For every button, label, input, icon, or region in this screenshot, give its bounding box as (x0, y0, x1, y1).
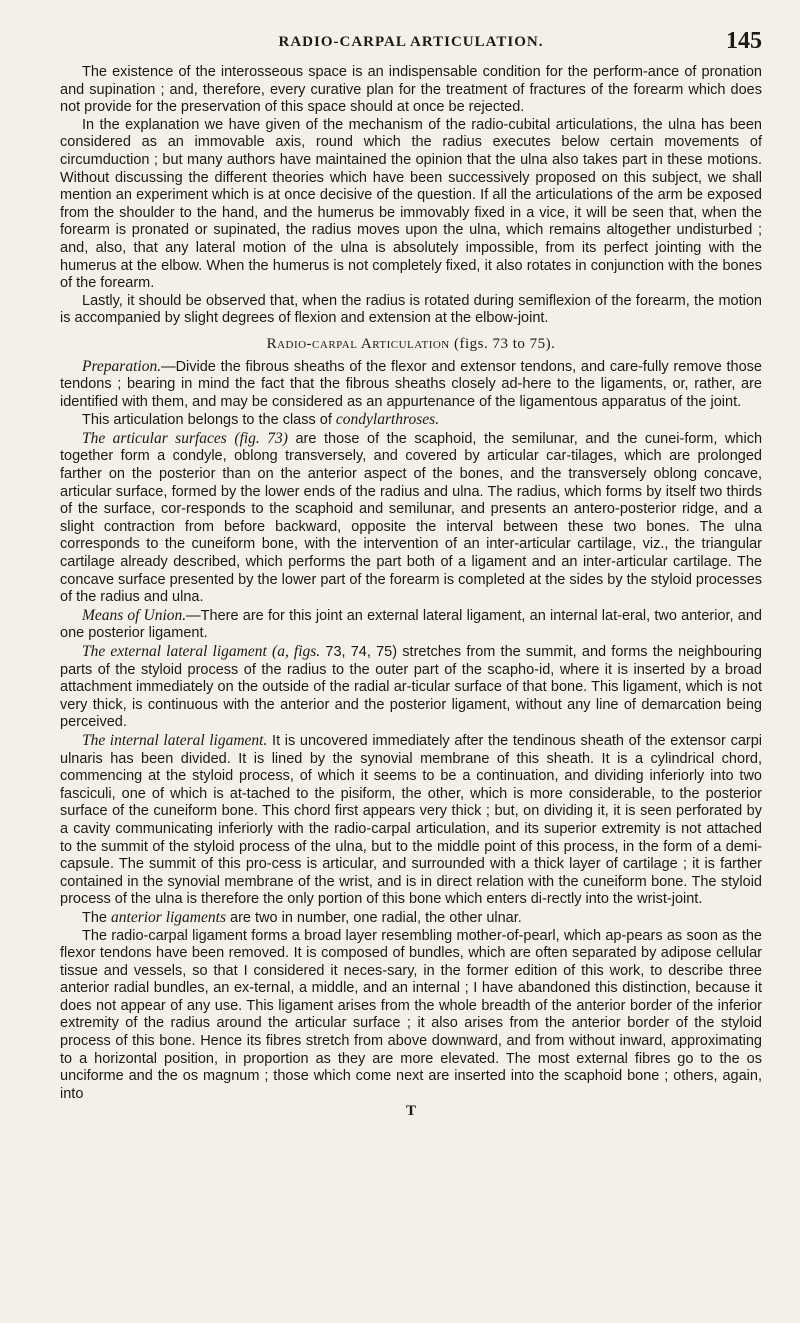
section-heading-figure-ref: (figs. 73 to 75). (454, 335, 556, 352)
internal-lateral-label: The internal lateral ligament. (82, 731, 268, 749)
paragraph-anterior-ligaments (60, 909, 762, 928)
paragraph-radio-carpal-ligament: The radio-carpal ligament forms a broad layer resembling mother-of-pearl, which ap-pears as soon as the flexor tendons have been removed. It is composed of bundles, which are often separated by adipose cellular tissue and vessels, so that I considered it neces-sary, in the former edition of this work, to describe three anterior radial bundles, an ex-ternal, a middle, and an internal ; I have abandoned this distinction, because it does not appear of any use. This ligament arises from the whole breadth of the anterior border of the inferior extremity of the radius around the articular surface ; it also arises from the anterior border of the styloid process of this bone. Hence its fibres stretch from above downward, and from without inward, approximating to a horizontal position, in proportion as they are more elevated. The most external fibres go to the os unciforme and the os magnum ; those which come next are inserted into the scaphoid bone ; others, again, into (60, 927, 762, 1102)
body-text (60, 64, 762, 1103)
paragraph-means-of-union (60, 607, 762, 643)
paragraph-interosseous-space: The existence of the interosseous space is an indispensable condition for the perform-ance of pronation and supination ; and, therefore, every curative plan for the treatment of fractures of the forearm which does not provide for the preservation of this space should at once be rejected. (60, 64, 762, 116)
means-of-union-label: Means of Union. (82, 606, 187, 624)
signature-mark: T (405, 1103, 416, 1120)
paragraph-ulna-axis: In the explanation we have given of the mechanism of the radio-cubital articulations, the ulna has been considered as an immovable axis, round which the radius executes below certain movements of circumduction ; but many authors have maintained the opinion that the ulna also takes part in these motions. Without discussing the different theories which have been successively proposed on this subject, we shall mention an experiment which is at once decisive of the question. If all the articulations of the arm be exposed from the shoulder to the hand, and the humerus be immovably fixed in a vice, it will be seen that, when the forearm is pronated or supinated, the radius moves upon the ulna, which remains altogether undisturbed ; and, also, that any lateral motion of the ulna is absolutely impossible, from its perfect jointing with the humerus at the elbow. When the humerus is not completely fixed, it also rotates in conjunction with the bones of the forearm. (60, 116, 762, 292)
running-title: RADIO-CARPAL ARTICULATION. (278, 34, 544, 50)
paragraph-external-lateral-ligament (60, 643, 762, 732)
paragraph-semiflexion: Lastly, it should be observed that, when the radius is rotated during semiflexion of the forearm, the motion is accompanied by slight degrees of flexion and extension at the elbow-joint. (60, 292, 762, 327)
articular-surfaces-label: The articular surfaces (82, 429, 227, 447)
paragraph-articular-surfaces (60, 430, 762, 607)
section-heading (60, 336, 762, 354)
class-text: This articulation belongs to the class of (82, 412, 336, 429)
anterior-ligaments-text: are two in number, one radial, the other ulnar. (225, 909, 522, 926)
internal-lateral-text: It is uncovered immediately after the tendinous sheath of the extensor carpi ulnaris has been divided. It is lined by the synovial membrane of this sheath. It is a cylindrical chord, commencing at the styloid process, of which it seems to be a continuation, and dividing inferiorly into two fasciculi, one of which is at-tached to the pisiform, the other, which is more considerable, to the posterior surface of the cuneiform bone. This chord first appears very thick ; but, on dividing it, it is seen perforated by a cavity communicating inferiorly with the radio-carpal articulation, and its superior extremity is not attached to the summit of the styloid process of the ulna, but to the middle point of this process, in the form of a demi-capsule. The summit of this pro-cess is articular, and surrounded with a thick layer of cartilage ; it is farther contained in the synovial membrane of the wrist, and is in direct relation with the cuneiform bone. The styloid process of the ulna is therefore the only portion of this bone which enters di-rectly into the wrist-joint. (60, 732, 762, 908)
articular-surfaces-ref: (fig. 73) (234, 429, 288, 447)
page-number: 145 (726, 28, 762, 54)
preparation-text: —Divide the fibrous sheaths of the flexor and extensor tendons, and care-fully remove those tendons ; bearing in mind the fact that the fibrous sheaths closely ad-here to the ligaments, or, rather, are identified with them, and may be considered as an appurtenance of the ligamentous apparatus of the joint. (60, 358, 762, 410)
external-lateral-text: 73, 74, 75) stretches from the summit, and forms the neighbouring parts of the styloid process of the radius to the outer part of the scapho-id, where it is inserted by a broad attachment immediately on the outside of the radial ar-ticular surface of that bone. This ligament, which is not very thick, is continuous with the anterior and the posterior ligament, without any line of demarcation being perceived. (60, 644, 762, 731)
anterior-ligaments-label: anterior ligaments (111, 908, 226, 926)
paragraph-class (60, 411, 762, 430)
section-heading-title: Radio-carpal Articulation (266, 335, 450, 352)
external-lateral-ref: (a, figs. (272, 643, 321, 660)
class-term: condylarthroses. (335, 411, 440, 429)
anterior-ligaments-pre: The (82, 909, 112, 926)
preparation-label: Preparation. (82, 357, 162, 375)
means-of-union-text: —There are for this joint an external lateral ligament, an internal lat-eral, two anterior, and one posterior ligament. (60, 607, 762, 642)
external-lateral-label: The external lateral ligament (82, 643, 267, 660)
paragraph-internal-lateral-ligament (60, 732, 762, 909)
articular-surfaces-text: are those of the scaphoid, the semilunar, and the cunei-form, which together form a condyle, oblong transversely, and covered by articular car-tilages, which are prolonged farther on the posterior than on the anterior aspect of the bones, and the transversely oblong concave, articular surface, formed by the lower ends of the radius and ulna. The radius, which forms by itself two thirds of the surface, cor-responds to the scaphoid and semilunar, and presents an antero-posterior ridge, and a slight contraction from before backward, opposite the interval between these two bones. The ulna corresponds to the cuneiform bone, with the intervention of an inter-articular cartilage, viz., the triangular cartilage already described, which performs the part both of a ligament and an inter-articular cartilage. The concave surface presented by the lower part of the forearm is completed at the sides by the styloid processes of the radius and ulna. (60, 430, 763, 606)
running-header (60, 28, 762, 64)
paragraph-preparation (60, 358, 762, 412)
